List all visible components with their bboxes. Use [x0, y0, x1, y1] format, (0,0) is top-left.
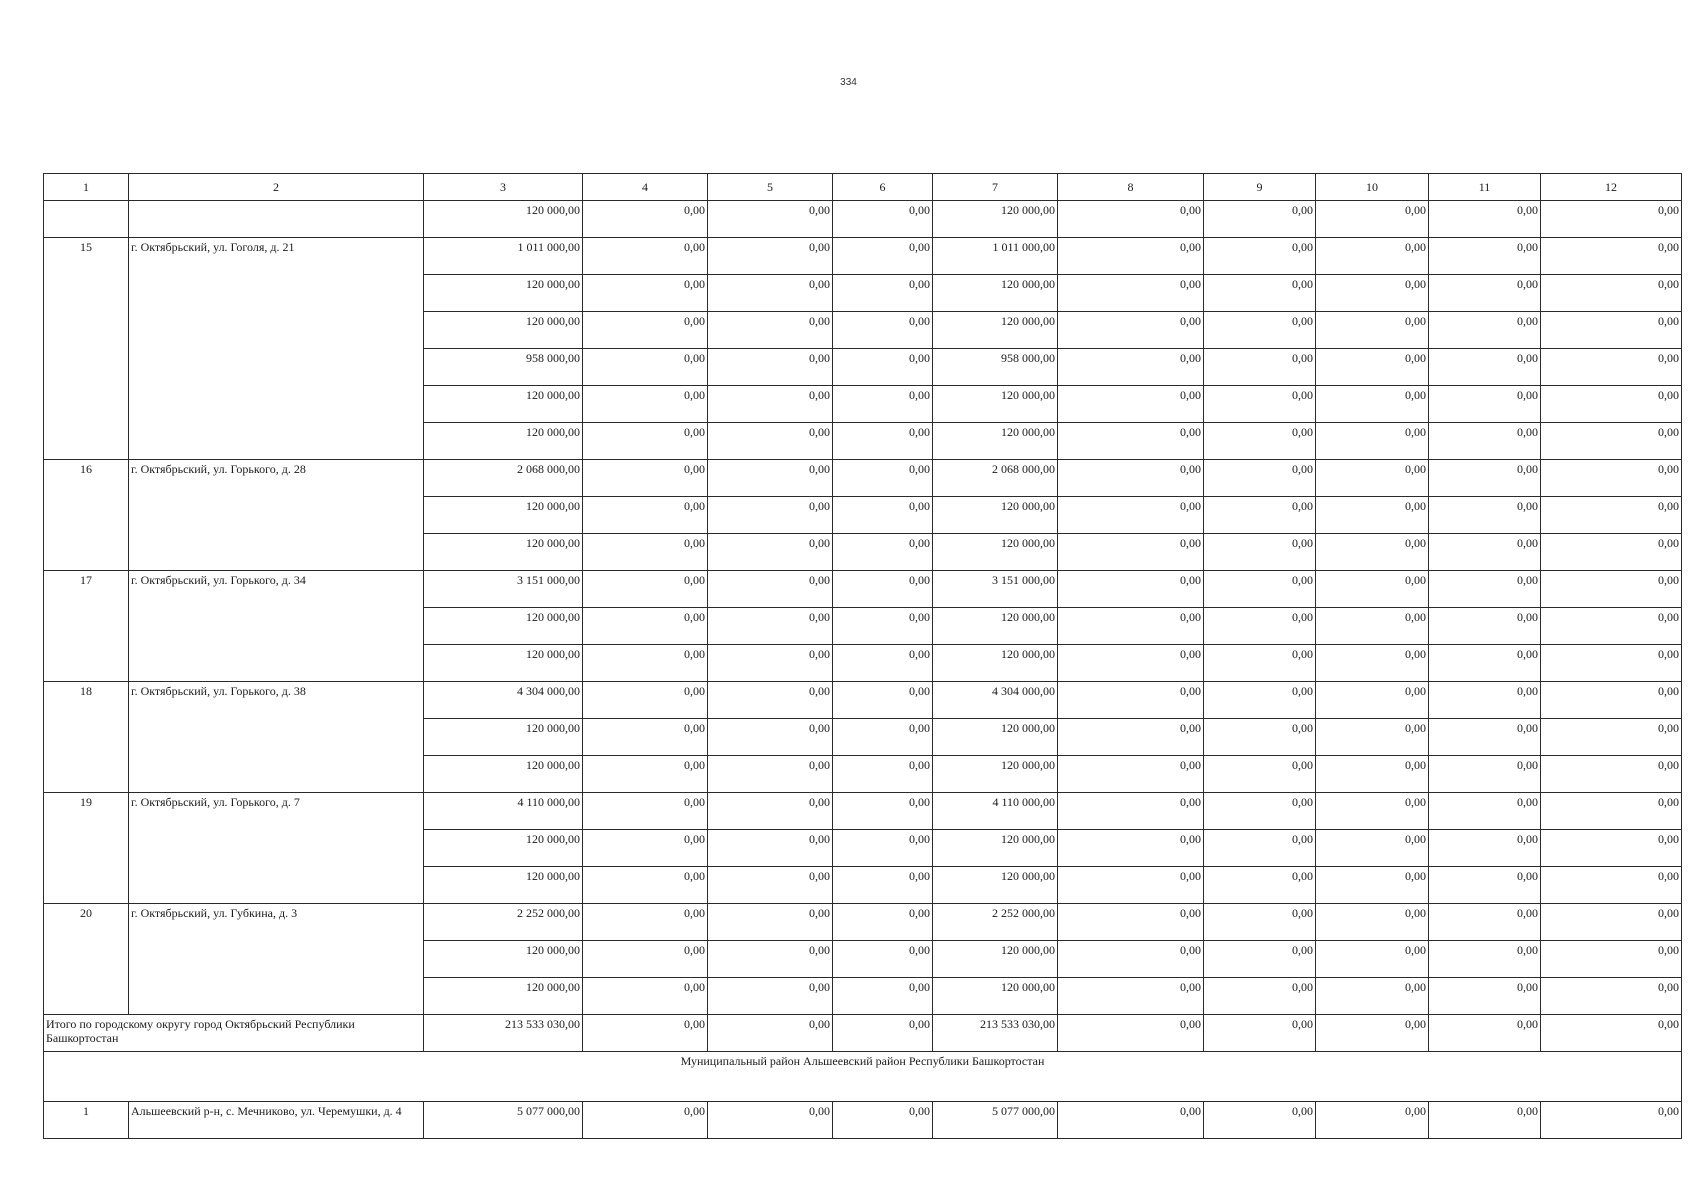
address-cell: г. Октябрьский, ул. Губкина, д. 3: [129, 904, 424, 1015]
value-cell-col-6: 0,00: [833, 534, 933, 571]
value-cell-col-11: 0,00: [1429, 423, 1541, 460]
value-cell-col-10: 0,00: [1316, 904, 1429, 941]
value-cell-col-7: 120 000,00: [933, 534, 1058, 571]
value-cell-col-10: 0,00: [1316, 978, 1429, 1015]
value-cell-col-4: 0,00: [583, 349, 708, 386]
value-cell-col-3: 120 000,00: [424, 423, 583, 460]
column-number-9: 9: [1204, 174, 1316, 201]
value-cell-col-5: 0,00: [708, 460, 833, 497]
column-number-2: 2: [129, 174, 424, 201]
column-number-7: 7: [933, 174, 1058, 201]
value-cell-col-10: 0,00: [1316, 534, 1429, 571]
value-cell-col-5: 0,00: [708, 349, 833, 386]
value-cell-col-11: 0,00: [1429, 275, 1541, 312]
value-cell-col-6: 0,00: [833, 460, 933, 497]
value-cell-col-4: 0,00: [583, 534, 708, 571]
value-cell-col-5: 0,00: [708, 904, 833, 941]
value-cell-col-4: 0,00: [583, 978, 708, 1015]
value-cell-col-7: 4 110 000,00: [933, 793, 1058, 830]
table-row: [44, 793, 1682, 830]
value-cell-col-11: 0,00: [1429, 349, 1541, 386]
value-cell-col-5: 0,00: [708, 830, 833, 867]
value-cell-col-4: 0,00: [583, 275, 708, 312]
row-index: 1: [44, 1102, 129, 1139]
value-cell-col-5: 0,00: [708, 275, 833, 312]
value-cell-col-6: 0,00: [833, 1015, 933, 1052]
value-cell-col-7: 120 000,00: [933, 497, 1058, 534]
row-index: 18: [44, 682, 129, 793]
value-cell-col-11: 0,00: [1429, 201, 1541, 238]
value-cell-col-12: 0,00: [1541, 275, 1682, 312]
value-cell-col-5: 0,00: [708, 497, 833, 534]
value-cell-col-12: 0,00: [1541, 978, 1682, 1015]
value-cell-col-4: 0,00: [583, 238, 708, 275]
value-cell-col-6: 0,00: [833, 719, 933, 756]
row-index: 17: [44, 571, 129, 682]
table-row: [44, 571, 1682, 608]
value-cell-col-10: 0,00: [1316, 497, 1429, 534]
value-cell-col-10: 0,00: [1316, 941, 1429, 978]
value-cell-col-4: 0,00: [583, 201, 708, 238]
value-cell-col-12: 0,00: [1541, 941, 1682, 978]
value-cell-col-8: 0,00: [1058, 978, 1204, 1015]
value-cell-col-5: 0,00: [708, 1102, 833, 1139]
value-cell-col-8: 0,00: [1058, 349, 1204, 386]
value-cell-col-7: 120 000,00: [933, 867, 1058, 904]
value-cell-col-7: 120 000,00: [933, 978, 1058, 1015]
address-cell: г. Октябрьский, ул. Горького, д. 28: [129, 460, 424, 571]
value-cell-col-12: 0,00: [1541, 460, 1682, 497]
value-cell-col-8: 0,00: [1058, 275, 1204, 312]
value-cell-col-8: 0,00: [1058, 719, 1204, 756]
value-cell-col-4: 0,00: [583, 608, 708, 645]
value-cell-col-3: 120 000,00: [424, 275, 583, 312]
value-cell-col-10: 0,00: [1316, 201, 1429, 238]
value-cell-col-3: 120 000,00: [424, 756, 583, 793]
value-cell-col-5: 0,00: [708, 534, 833, 571]
value-cell-col-3: 120 000,00: [424, 201, 583, 238]
column-number-12: 12: [1541, 174, 1682, 201]
column-number-6: 6: [833, 174, 933, 201]
value-cell-col-12: 0,00: [1541, 571, 1682, 608]
value-cell-col-10: 0,00: [1316, 423, 1429, 460]
value-cell-col-11: 0,00: [1429, 571, 1541, 608]
section-header-row: [44, 1052, 1682, 1102]
value-cell-col-10: 0,00: [1316, 867, 1429, 904]
value-cell-col-7: 2 252 000,00: [933, 904, 1058, 941]
value-cell-col-7: 120 000,00: [933, 275, 1058, 312]
value-cell-col-6: 0,00: [833, 941, 933, 978]
value-cell-col-5: 0,00: [708, 201, 833, 238]
value-cell-col-11: 0,00: [1429, 534, 1541, 571]
value-cell-col-9: 0,00: [1204, 238, 1316, 275]
value-cell-col-3: 120 000,00: [424, 645, 583, 682]
value-cell-col-10: 0,00: [1316, 571, 1429, 608]
value-cell-col-3: 120 000,00: [424, 312, 583, 349]
value-cell-col-10: 0,00: [1316, 1102, 1429, 1139]
value-cell-col-11: 0,00: [1429, 1102, 1541, 1139]
value-cell-col-3: 213 533 030,00: [424, 1015, 583, 1052]
value-cell-col-6: 0,00: [833, 201, 933, 238]
value-cell-col-6: 0,00: [833, 645, 933, 682]
value-cell-col-3: 2 068 000,00: [424, 460, 583, 497]
value-cell-col-9: 0,00: [1204, 497, 1316, 534]
value-cell-col-9: 0,00: [1204, 978, 1316, 1015]
value-cell-col-8: 0,00: [1058, 460, 1204, 497]
value-cell-col-8: 0,00: [1058, 1102, 1204, 1139]
value-cell-col-11: 0,00: [1429, 238, 1541, 275]
value-cell-col-9: 0,00: [1204, 830, 1316, 867]
value-cell-col-7: 4 304 000,00: [933, 682, 1058, 719]
value-cell-col-9: 0,00: [1204, 904, 1316, 941]
value-cell-col-6: 0,00: [833, 386, 933, 423]
value-cell-col-6: 0,00: [833, 571, 933, 608]
value-cell-col-12: 0,00: [1541, 386, 1682, 423]
address-cell: г. Октябрьский, ул. Гоголя, д. 21: [129, 238, 424, 460]
value-cell-col-9: 0,00: [1204, 460, 1316, 497]
value-cell-col-6: 0,00: [833, 682, 933, 719]
value-cell-col-8: 0,00: [1058, 793, 1204, 830]
table-row: [44, 201, 1682, 238]
value-cell-col-10: 0,00: [1316, 349, 1429, 386]
value-cell-col-9: 0,00: [1204, 423, 1316, 460]
page-number: 334: [840, 77, 857, 88]
value-cell-col-7: 958 000,00: [933, 349, 1058, 386]
value-cell-col-12: 0,00: [1541, 312, 1682, 349]
value-cell-col-6: 0,00: [833, 867, 933, 904]
value-cell-col-12: 0,00: [1541, 830, 1682, 867]
value-cell-col-11: 0,00: [1429, 978, 1541, 1015]
column-number-10: 10: [1316, 174, 1429, 201]
value-cell-col-9: 0,00: [1204, 275, 1316, 312]
address-cell: г. Октябрьский, ул. Горького, д. 38: [129, 682, 424, 793]
value-cell-col-3: 120 000,00: [424, 867, 583, 904]
table-row: [44, 460, 1682, 497]
address-cell: г. Октябрьский, ул. Горького, д. 7: [129, 793, 424, 904]
value-cell-col-6: 0,00: [833, 497, 933, 534]
row-index: 19: [44, 793, 129, 904]
value-cell-col-6: 0,00: [833, 312, 933, 349]
value-cell-col-3: 5 077 000,00: [424, 1102, 583, 1139]
value-cell-col-8: 0,00: [1058, 867, 1204, 904]
value-cell-col-9: 0,00: [1204, 1015, 1316, 1052]
value-cell-col-6: 0,00: [833, 423, 933, 460]
value-cell-col-12: 0,00: [1541, 682, 1682, 719]
value-cell-col-4: 0,00: [583, 1102, 708, 1139]
value-cell-col-7: 3 151 000,00: [933, 571, 1058, 608]
value-cell-col-7: 5 077 000,00: [933, 1102, 1058, 1139]
value-cell-col-8: 0,00: [1058, 904, 1204, 941]
value-cell-col-5: 0,00: [708, 978, 833, 1015]
section-title: Муниципальный район Альшеевский район Республики Башкортостан: [44, 1052, 1682, 1102]
value-cell-col-5: 0,00: [708, 312, 833, 349]
value-cell-col-5: 0,00: [708, 645, 833, 682]
value-cell-col-4: 0,00: [583, 312, 708, 349]
value-cell-col-7: 120 000,00: [933, 645, 1058, 682]
value-cell-col-12: 0,00: [1541, 201, 1682, 238]
value-cell-col-6: 0,00: [833, 349, 933, 386]
value-cell-col-7: 120 000,00: [933, 719, 1058, 756]
value-cell-col-5: 0,00: [708, 682, 833, 719]
value-cell-col-9: 0,00: [1204, 645, 1316, 682]
value-cell-col-11: 0,00: [1429, 793, 1541, 830]
value-cell-col-12: 0,00: [1541, 534, 1682, 571]
value-cell-col-5: 0,00: [708, 386, 833, 423]
value-cell-col-11: 0,00: [1429, 608, 1541, 645]
value-cell-col-4: 0,00: [583, 756, 708, 793]
value-cell-col-8: 0,00: [1058, 1015, 1204, 1052]
value-cell-col-8: 0,00: [1058, 608, 1204, 645]
value-cell-col-9: 0,00: [1204, 571, 1316, 608]
value-cell-col-3: 3 151 000,00: [424, 571, 583, 608]
value-cell-col-5: 0,00: [708, 719, 833, 756]
data-table: [43, 173, 1682, 1139]
table-body: [44, 174, 1682, 1139]
value-cell-col-3: 1 011 000,00: [424, 238, 583, 275]
value-cell-col-3: 120 000,00: [424, 608, 583, 645]
value-cell-col-9: 0,00: [1204, 349, 1316, 386]
row-index: 16: [44, 460, 129, 571]
value-cell-col-5: 0,00: [708, 867, 833, 904]
value-cell-col-3: 958 000,00: [424, 349, 583, 386]
value-cell-col-3: 120 000,00: [424, 830, 583, 867]
value-cell-col-10: 0,00: [1316, 682, 1429, 719]
value-cell-col-10: 0,00: [1316, 830, 1429, 867]
value-cell-col-4: 0,00: [583, 904, 708, 941]
value-cell-col-12: 0,00: [1541, 645, 1682, 682]
value-cell-col-12: 0,00: [1541, 238, 1682, 275]
value-cell-col-6: 0,00: [833, 275, 933, 312]
value-cell-col-9: 0,00: [1204, 201, 1316, 238]
value-cell-col-11: 0,00: [1429, 719, 1541, 756]
value-cell-col-9: 0,00: [1204, 719, 1316, 756]
row-index: 15: [44, 238, 129, 460]
value-cell-col-3: 2 252 000,00: [424, 904, 583, 941]
value-cell-col-11: 0,00: [1429, 756, 1541, 793]
value-cell-col-3: 120 000,00: [424, 719, 583, 756]
value-cell-col-7: 120 000,00: [933, 386, 1058, 423]
value-cell-col-12: 0,00: [1541, 423, 1682, 460]
address-cell: Альшеевский р-н, с. Мечниково, ул. Черемушки, д. 4: [129, 1102, 424, 1139]
value-cell-col-8: 0,00: [1058, 423, 1204, 460]
value-cell-col-4: 0,00: [583, 386, 708, 423]
value-cell-col-3: 120 000,00: [424, 941, 583, 978]
value-cell-col-5: 0,00: [708, 1015, 833, 1052]
value-cell-col-8: 0,00: [1058, 312, 1204, 349]
value-cell-col-5: 0,00: [708, 793, 833, 830]
value-cell-col-7: 120 000,00: [933, 830, 1058, 867]
value-cell-col-11: 0,00: [1429, 460, 1541, 497]
value-cell-col-5: 0,00: [708, 423, 833, 460]
value-cell-col-6: 0,00: [833, 978, 933, 1015]
value-cell-col-12: 0,00: [1541, 719, 1682, 756]
value-cell-col-10: 0,00: [1316, 719, 1429, 756]
column-number-4: 4: [583, 174, 708, 201]
value-cell-col-4: 0,00: [583, 423, 708, 460]
value-cell-col-9: 0,00: [1204, 682, 1316, 719]
value-cell-col-6: 0,00: [833, 793, 933, 830]
value-cell-col-7: 2 068 000,00: [933, 460, 1058, 497]
value-cell-col-12: 0,00: [1541, 904, 1682, 941]
value-cell-col-10: 0,00: [1316, 275, 1429, 312]
value-cell-col-4: 0,00: [583, 571, 708, 608]
value-cell-col-9: 0,00: [1204, 793, 1316, 830]
value-cell-col-11: 0,00: [1429, 867, 1541, 904]
value-cell-col-10: 0,00: [1316, 238, 1429, 275]
value-cell-col-7: 120 000,00: [933, 423, 1058, 460]
table-row: [44, 904, 1682, 941]
value-cell-col-9: 0,00: [1204, 867, 1316, 904]
value-cell-col-8: 0,00: [1058, 830, 1204, 867]
total-row: [44, 1015, 1682, 1052]
value-cell-col-5: 0,00: [708, 941, 833, 978]
column-number-1: 1: [44, 174, 129, 201]
row-index: 20: [44, 904, 129, 1015]
value-cell-col-11: 0,00: [1429, 904, 1541, 941]
value-cell-col-7: 120 000,00: [933, 941, 1058, 978]
column-number-row: [44, 174, 1682, 201]
value-cell-col-4: 0,00: [583, 793, 708, 830]
column-number-3: 3: [424, 174, 583, 201]
value-cell-col-8: 0,00: [1058, 645, 1204, 682]
value-cell-col-12: 0,00: [1541, 756, 1682, 793]
value-cell-col-11: 0,00: [1429, 645, 1541, 682]
value-cell-col-8: 0,00: [1058, 571, 1204, 608]
value-cell-col-7: 120 000,00: [933, 312, 1058, 349]
value-cell-col-9: 0,00: [1204, 1102, 1316, 1139]
value-cell-col-3: 120 000,00: [424, 497, 583, 534]
table-row: [44, 238, 1682, 275]
value-cell-col-9: 0,00: [1204, 941, 1316, 978]
value-cell-col-9: 0,00: [1204, 312, 1316, 349]
value-cell-col-11: 0,00: [1429, 682, 1541, 719]
column-number-5: 5: [708, 174, 833, 201]
value-cell-col-4: 0,00: [583, 460, 708, 497]
value-cell-col-7: 1 011 000,00: [933, 238, 1058, 275]
value-cell-col-10: 0,00: [1316, 312, 1429, 349]
value-cell-col-11: 0,00: [1429, 312, 1541, 349]
value-cell-col-8: 0,00: [1058, 756, 1204, 793]
value-cell-col-9: 0,00: [1204, 608, 1316, 645]
table-row: [44, 682, 1682, 719]
empty-cell: [44, 201, 129, 238]
value-cell-col-6: 0,00: [833, 756, 933, 793]
value-cell-col-3: 4 110 000,00: [424, 793, 583, 830]
value-cell-col-8: 0,00: [1058, 534, 1204, 571]
value-cell-col-7: 120 000,00: [933, 756, 1058, 793]
value-cell-col-4: 0,00: [583, 867, 708, 904]
value-cell-col-3: 120 000,00: [424, 386, 583, 423]
value-cell-col-10: 0,00: [1316, 460, 1429, 497]
value-cell-col-11: 0,00: [1429, 497, 1541, 534]
value-cell-col-10: 0,00: [1316, 645, 1429, 682]
value-cell-col-7: 120 000,00: [933, 201, 1058, 238]
value-cell-col-7: 213 533 030,00: [933, 1015, 1058, 1052]
value-cell-col-3: 120 000,00: [424, 534, 583, 571]
value-cell-col-10: 0,00: [1316, 386, 1429, 423]
value-cell-col-4: 0,00: [583, 645, 708, 682]
value-cell-col-11: 0,00: [1429, 386, 1541, 423]
value-cell-col-4: 0,00: [583, 830, 708, 867]
value-cell-col-4: 0,00: [583, 682, 708, 719]
value-cell-col-9: 0,00: [1204, 386, 1316, 423]
value-cell-col-6: 0,00: [833, 904, 933, 941]
value-cell-col-8: 0,00: [1058, 386, 1204, 423]
value-cell-col-11: 0,00: [1429, 830, 1541, 867]
column-number-11: 11: [1429, 174, 1541, 201]
value-cell-col-8: 0,00: [1058, 497, 1204, 534]
table-row: [44, 1102, 1682, 1139]
value-cell-col-12: 0,00: [1541, 867, 1682, 904]
value-cell-col-6: 0,00: [833, 608, 933, 645]
value-cell-col-4: 0,00: [583, 719, 708, 756]
value-cell-col-5: 0,00: [708, 608, 833, 645]
value-cell-col-5: 0,00: [708, 571, 833, 608]
value-cell-col-10: 0,00: [1316, 608, 1429, 645]
value-cell-col-12: 0,00: [1541, 1102, 1682, 1139]
value-cell-col-12: 0,00: [1541, 1015, 1682, 1052]
value-cell-col-8: 0,00: [1058, 941, 1204, 978]
column-number-8: 8: [1058, 174, 1204, 201]
value-cell-col-6: 0,00: [833, 830, 933, 867]
value-cell-col-9: 0,00: [1204, 756, 1316, 793]
value-cell-col-6: 0,00: [833, 238, 933, 275]
value-cell-col-10: 0,00: [1316, 1015, 1429, 1052]
value-cell-col-11: 0,00: [1429, 941, 1541, 978]
value-cell-col-4: 0,00: [583, 1015, 708, 1052]
total-label: Итого по городскому округу город Октябрьский Республики Башкортостан: [44, 1015, 424, 1052]
value-cell-col-12: 0,00: [1541, 349, 1682, 386]
empty-cell: [129, 201, 424, 238]
value-cell-col-12: 0,00: [1541, 793, 1682, 830]
value-cell-col-8: 0,00: [1058, 682, 1204, 719]
value-cell-col-8: 0,00: [1058, 238, 1204, 275]
value-cell-col-6: 0,00: [833, 1102, 933, 1139]
value-cell-col-5: 0,00: [708, 238, 833, 275]
value-cell-col-4: 0,00: [583, 941, 708, 978]
address-cell: г. Октябрьский, ул. Горького, д. 34: [129, 571, 424, 682]
value-cell-col-10: 0,00: [1316, 756, 1429, 793]
value-cell-col-8: 0,00: [1058, 201, 1204, 238]
value-cell-col-12: 0,00: [1541, 608, 1682, 645]
value-cell-col-9: 0,00: [1204, 534, 1316, 571]
value-cell-col-3: 4 304 000,00: [424, 682, 583, 719]
value-cell-col-4: 0,00: [583, 497, 708, 534]
value-cell-col-3: 120 000,00: [424, 978, 583, 1015]
value-cell-col-12: 0,00: [1541, 497, 1682, 534]
value-cell-col-5: 0,00: [708, 756, 833, 793]
value-cell-col-10: 0,00: [1316, 793, 1429, 830]
value-cell-col-11: 0,00: [1429, 1015, 1541, 1052]
value-cell-col-7: 120 000,00: [933, 608, 1058, 645]
